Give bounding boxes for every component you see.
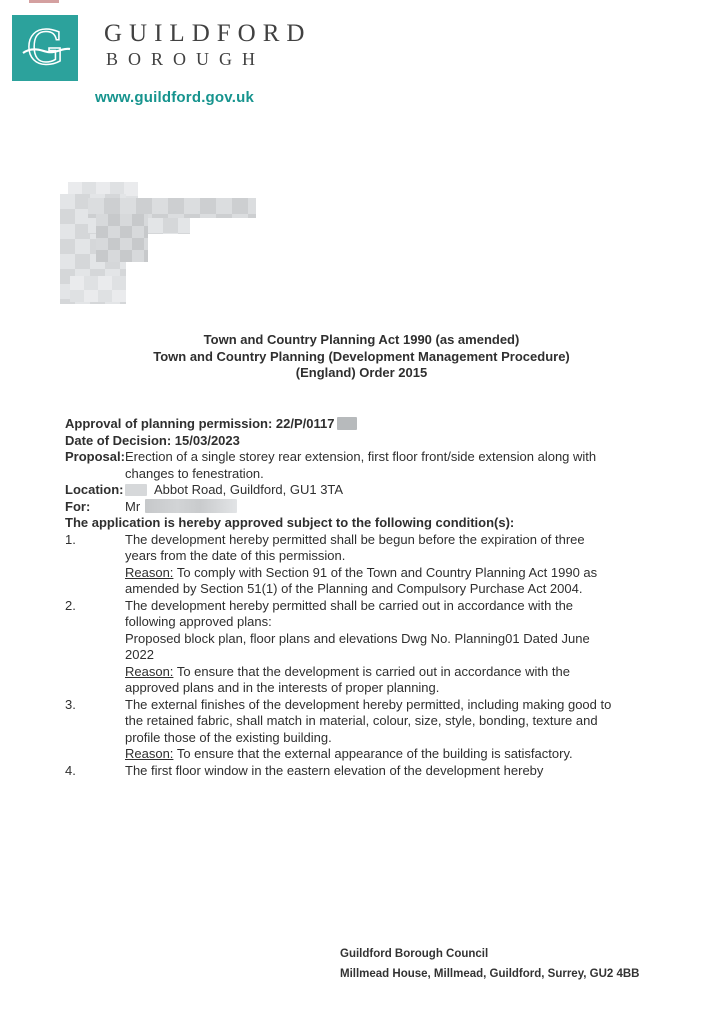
redacted-address-block xyxy=(60,180,256,304)
location-address-text: Abbot Road, Guildford, GU1 3TA xyxy=(154,482,344,497)
proposal-label: Proposal: xyxy=(65,449,125,464)
condition-2 xyxy=(65,598,623,697)
svg-text:G: G xyxy=(26,21,64,76)
decision-date-line: Date of Decision: 15/03/2023 xyxy=(65,432,240,448)
approved-statement: The application is hereby approved subject to the following condition(s): xyxy=(65,515,515,530)
location-value xyxy=(125,482,618,499)
condition-2-reason-label: Reason: xyxy=(125,663,174,679)
condition-1-reason-label: Reason: xyxy=(125,564,174,580)
condition-1-reason-text: To comply with Section 91 of the Town and Country Planning Act 1990 as amended by Section 51(1) of the Planning and Compulsory Purchase Act 2004. xyxy=(125,564,598,596)
scan-artifact xyxy=(29,0,59,3)
title-line1: Town and Country Planning Act 1990 (as amended) xyxy=(203,332,520,347)
condition-4-number: 4. xyxy=(65,762,76,778)
condition-3-reason-label: Reason: xyxy=(125,746,174,761)
organisation-name xyxy=(104,15,311,71)
condition-1-text: The development hereby permitted shall be begun before the expiration of three years from the date of this permission. xyxy=(125,531,585,563)
condition-1 xyxy=(65,532,623,598)
location-label: Location: xyxy=(65,482,124,497)
condition-2-plans: Proposed block plan, floor plans and elevations Dwg No. Planning01 Dated June 2022 xyxy=(125,630,590,662)
condition-3-reason-text: To ensure that the external appearance of the building is satisfactory. xyxy=(176,746,573,761)
approval-reference-text: Approval of planning permission: 22/P/0117 xyxy=(65,416,335,431)
condition-4 xyxy=(65,763,623,780)
condition-2-number: 2. xyxy=(65,597,76,613)
letterhead xyxy=(12,15,311,107)
applicant-label: For: xyxy=(65,498,91,514)
applicant-title-text: Mr xyxy=(125,498,141,514)
condition-1-number: 1. xyxy=(65,531,76,547)
applicant-value xyxy=(125,499,618,516)
org-name-line1: GUILDFORD xyxy=(104,20,312,47)
proposal-value: Erection of a single storey rear extension, first floor front/side extension along with changes to fenestration. xyxy=(125,449,597,481)
footer-council-address: Millmead House, Millmead, Guildford, Surrey, GU2 4BB xyxy=(340,968,640,980)
applicant-row xyxy=(65,499,623,516)
redacted-reference-suffix xyxy=(337,417,357,430)
page-footer xyxy=(340,944,639,984)
org-name-line2: BOROUGH xyxy=(106,49,266,69)
approval-reference-line xyxy=(65,416,623,433)
redacted-house-number xyxy=(125,484,147,496)
condition-4-text: The first floor window in the eastern elevation of the development hereby xyxy=(125,762,544,778)
condition-2-text: The development hereby permitted shall be carried out in accordance with the following approved plans: xyxy=(125,597,574,629)
title-line3: (England) Order 2015 xyxy=(295,365,428,380)
website-link[interactable]: www.guildford.gov.uk xyxy=(95,89,254,106)
redacted-applicant-name xyxy=(145,499,237,513)
guildford-logo-icon xyxy=(12,15,78,81)
condition-3-text: The external finishes of the development hereby permitted, including making good to the retained fabric, shall match in material, colour, size, style, bonding, texture and profile those of the existing building. xyxy=(125,696,612,745)
letter-body xyxy=(65,416,623,779)
condition-3-reason xyxy=(125,746,618,763)
condition-1-reason xyxy=(125,565,618,598)
footer-council-name: Guildford Borough Council xyxy=(340,948,489,960)
title-line2: Town and Country Planning (Development Management Procedure) xyxy=(153,348,570,364)
document-title xyxy=(0,332,723,382)
proposal-row xyxy=(65,449,623,482)
condition-3-number: 3. xyxy=(65,696,76,712)
location-row xyxy=(65,482,623,499)
condition-2-reason-text: To ensure that the development is carried out in accordance with the approved plans and in the interests of proper planning. xyxy=(125,663,570,695)
condition-3 xyxy=(65,697,623,763)
condition-2-reason xyxy=(125,664,618,697)
